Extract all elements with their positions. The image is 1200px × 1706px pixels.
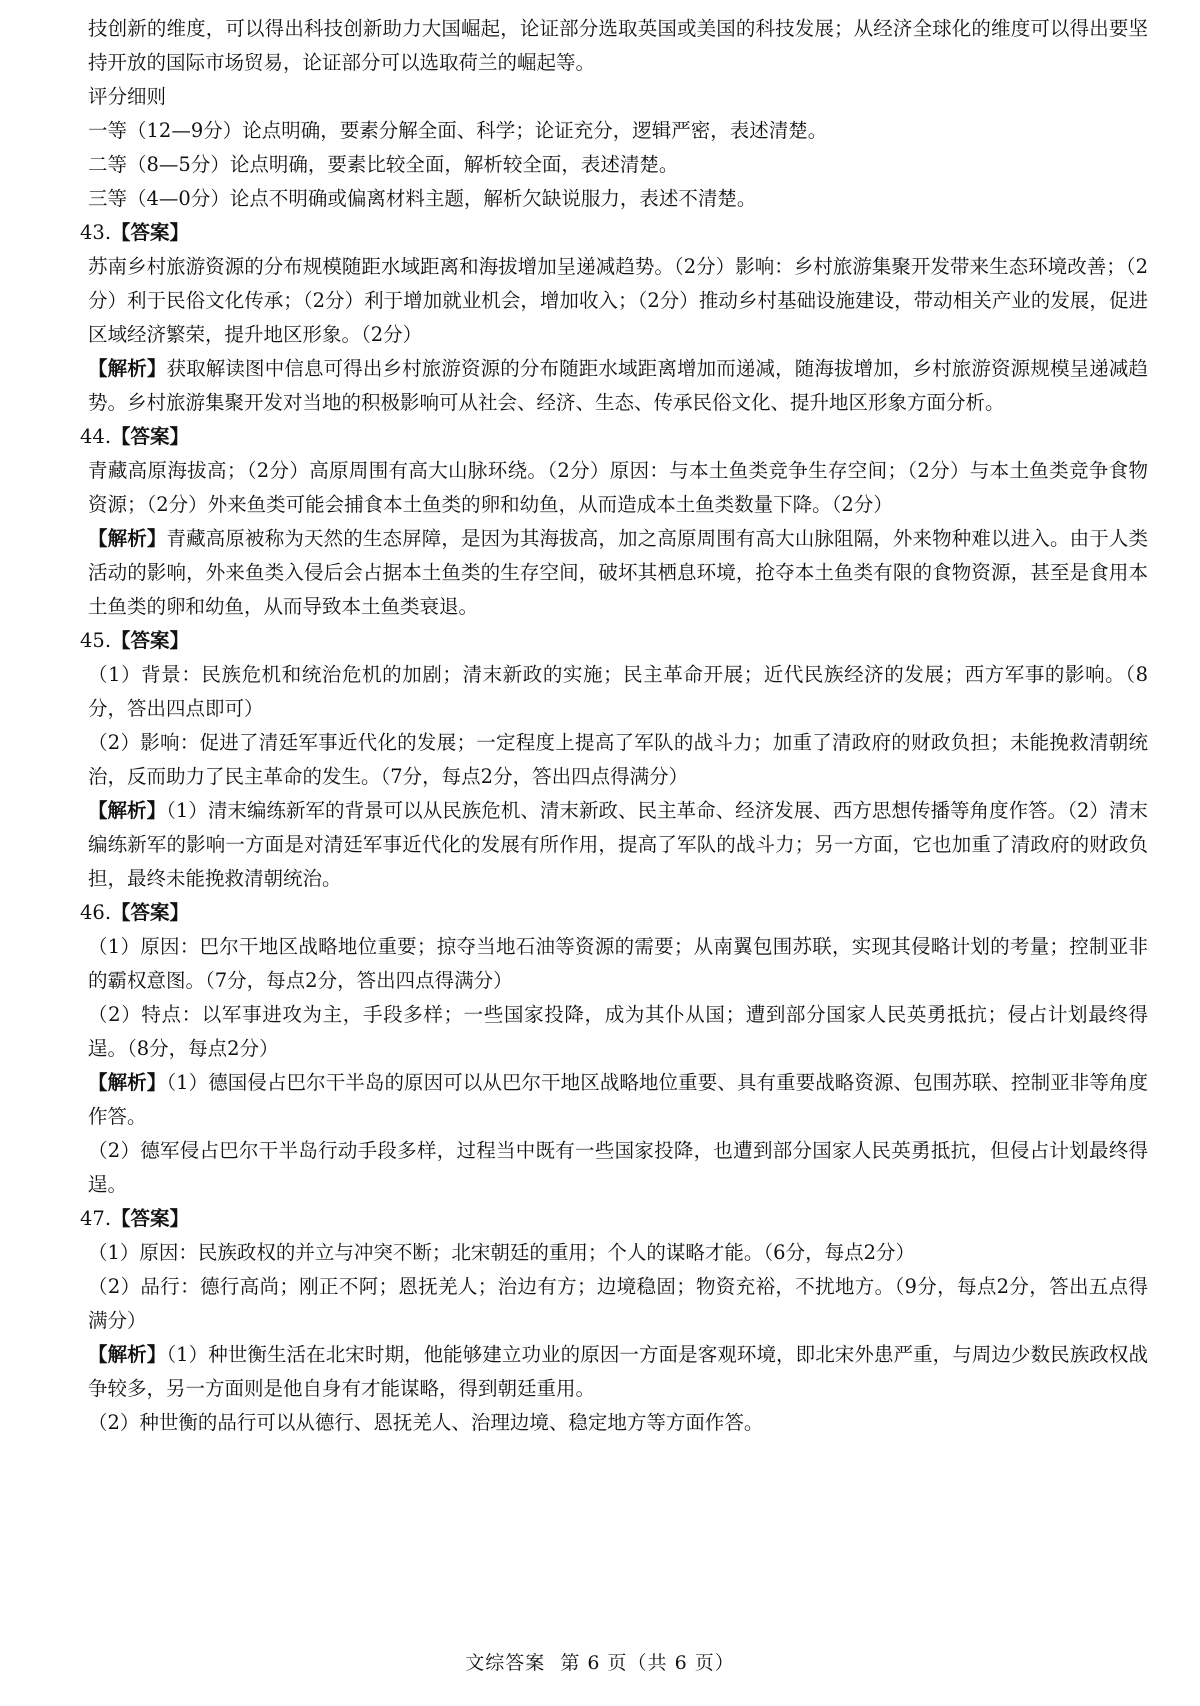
continued-paragraph: 技创新的维度，可以得出科技创新助力大国崛起，论证部分选取英国或美国的科技发展；从经济全球化的维度可以得出要坚持开放的国际市场贸易，论证部分可以选取荷兰的崛起等。: [88, 17, 1148, 74]
question-number: 43.: [80, 221, 112, 244]
question-47-answer-1: （1）原因：民族政权的并立与冲突不断；北宋朝廷的重用；个人的谋略才能。（6分，每点2分）: [88, 1241, 915, 1264]
question-44-answer: 青藏高原海拔高；（2分）高原周围有高大山脉环绕。（2分）原因：与本土鱼类竞争生存空间；（2分）与本土鱼类竞争食物资源；（2分）外来鱼类可能会捕食本土鱼类的卵和幼鱼，从而造成本土鱼类数量下降。（2分）: [88, 459, 1148, 516]
explanation-text: （1）种世衡生活在北宋时期，他能够建立功业的原因一方面是客观环境，即北宋外患严重，与周边少数民族政权战争较多，另一方面则是他自身有才能谋略，得到朝廷重用。: [88, 1343, 1148, 1400]
question-number: 44.: [80, 425, 112, 448]
question-46-explanation-2: （2）德军侵占巴尔干半岛行动手段多样，过程当中既有一些国家投降，也遭到部分国家人民英勇抵抗，但侵占计划最终得逞。: [88, 1139, 1148, 1196]
scoring-level-3: 三等（4—0分）论点不明确或偏离材料主题，解析欠缺说服力，表述不清楚。: [88, 187, 757, 210]
question-46-header: [80, 896, 1148, 930]
scoring-level-2: 二等（8—5分）论点明确，要素比较全面，解析较全面，表述清楚。: [88, 153, 679, 176]
question-45-answer-1: （1）背景：民族危机和统治危机的加剧；清末新政的实施；民主革命开展；近代民族经济的发展；西方军事的影响。（8分，答出四点即可）: [88, 663, 1148, 720]
scoring-title: 评分细则: [88, 85, 167, 108]
question-number: 46.: [80, 901, 112, 924]
answer-tag: 【答案】: [111, 221, 190, 244]
question-43-answer: 苏南乡村旅游资源的分布规模随距水域距离和海拔增加呈递减趋势。（2分）影响：乡村旅游集聚开发带来生态环境改善；（2分）利于民俗文化传承；（2分）利于增加就业机会，增加收入；（2分）推动乡村基础设施建设，带动相关产业的发展，促进区域经济繁荣，提升地区形象。（2分）: [88, 255, 1148, 346]
question-44-header: [80, 420, 1148, 454]
footer-subject: 文综答案: [465, 1652, 546, 1674]
answer-tag: 【答案】: [111, 1207, 190, 1230]
question-47-explanation-1: [88, 1338, 1148, 1406]
explanation-text: （1）德国侵占巴尔干半岛的原因可以从巴尔干地区战略地位重要、具有重要战略资源、包围苏联、控制亚非等角度作答。: [88, 1071, 1148, 1128]
question-43-explanation: [88, 352, 1148, 420]
question-44-explanation: [88, 522, 1148, 624]
question-number: 47.: [80, 1207, 112, 1230]
answer-tag: 【答案】: [111, 901, 190, 924]
scoring-level-1: 一等（12—9分）论点明确，要素分解全面、科学；论证充分，逻辑严密，表述清楚。: [88, 119, 828, 142]
question-47-answer-2: （2）品行：德行高尚；刚正不阿；恩抚羌人；治边有方；边境稳固；物资充裕，不扰地方。（9分，每点2分，答出五点得满分）: [88, 1275, 1148, 1332]
explanation-tag: 【解析】: [88, 527, 167, 550]
question-45-answer-2: （2）影响：促进了清廷军事近代化的发展；一定程度上提高了军队的战斗力；加重了清政府的财政负担；未能挽救清朝统治，反而助力了民主革命的发生。（7分，每点2分，答出四点得满分）: [88, 731, 1148, 788]
question-number: 45.: [80, 629, 112, 652]
explanation-text: （1）清末编练新军的背景可以从民族危机、清末新政、民主革命、经济发展、西方思想传播等角度作答。（2）清末编练新军的影响一方面是对清廷军事近代化的发展有所作用，提高了军队的战斗力；另一方面，它也加重了清政府的财政负担，最终未能挽救清朝统治。: [88, 799, 1148, 890]
explanation-text: 获取解读图中信息可得出乡村旅游资源的分布随距水域距离增加而递减，随海拔增加，乡村旅游资源规模呈递减趋势。乡村旅游集聚开发对当地的积极影响可从社会、经济、生态、传承民俗文化、提升地区形象方面分析。: [88, 357, 1148, 414]
answer-tag: 【答案】: [111, 425, 190, 448]
question-45-header: [80, 624, 1148, 658]
footer-page-number: 第 6 页（共 6 页）: [560, 1652, 735, 1674]
question-46-explanation-1: [88, 1066, 1148, 1134]
explanation-tag: 【解析】: [88, 357, 167, 380]
question-47-header: [80, 1202, 1148, 1236]
question-43-header: [80, 216, 1148, 250]
explanation-tag: 【解析】: [88, 1343, 167, 1366]
answer-tag: 【答案】: [111, 629, 190, 652]
question-46-answer-2: （2）特点：以军事进攻为主，手段多样；一些国家投降，成为其仆从国；遭到部分国家人民英勇抵抗；侵占计划最终得逞。（8分，每点2分）: [88, 1003, 1148, 1060]
explanation-tag: 【解析】: [88, 799, 167, 822]
page-footer: [0, 1648, 1200, 1675]
page-content: [80, 12, 1148, 1440]
question-45-explanation: [88, 794, 1148, 896]
question-47-explanation-2: （2）种世衡的品行可以从德行、恩抚羌人、治理边境、稳定地方等方面作答。: [88, 1411, 764, 1434]
explanation-text: 青藏高原被称为天然的生态屏障，是因为其海拔高，加之高原周围有高大山脉阻隔，外来物种难以进入。由于人类活动的影响，外来鱼类入侵后会占据本土鱼类的生存空间，破坏其栖息环境，抢夺本土鱼类有限的食物资源，甚至是食用本土鱼类的卵和幼鱼，从而导致本土鱼类衰退。: [88, 527, 1148, 618]
question-46-answer-1: （1）原因：巴尔干地区战略地位重要；掠夺当地石油等资源的需要；从南翼包围苏联，实现其侵略计划的考量；控制亚非的霸权意图。（7分，每点2分，答出四点得满分）: [88, 935, 1148, 992]
explanation-tag: 【解析】: [88, 1071, 167, 1094]
